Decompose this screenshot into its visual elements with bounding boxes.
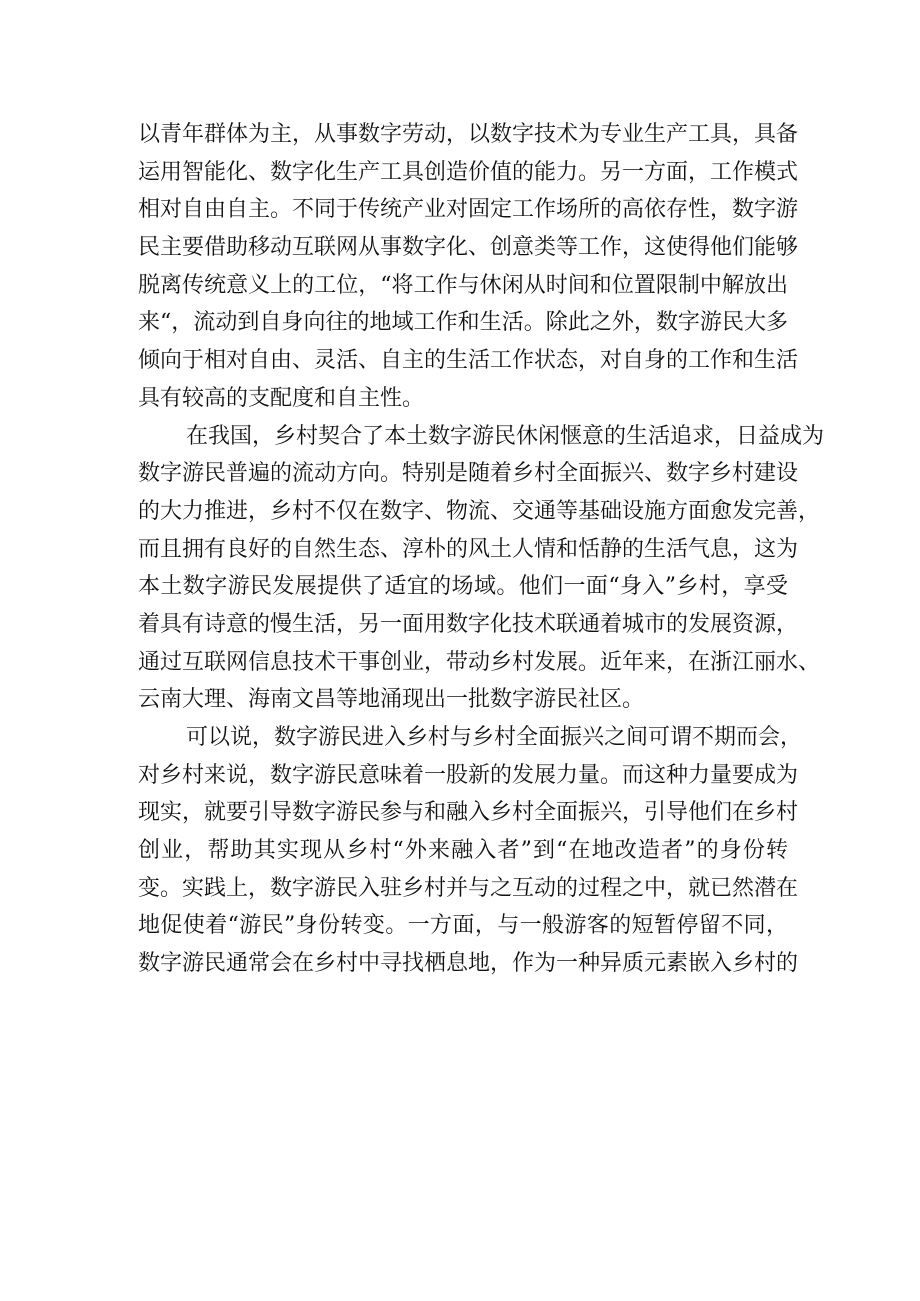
text-line: 来“，流动到自身向往的地域工作和生活。除此之外，数字游民大多 bbox=[138, 310, 788, 336]
text-line: 地促使着“游民”身份转变。一方面，与一般游客的短暂停留不同， bbox=[138, 913, 788, 939]
text-line: 云南大理、海南文昌等地涌现出一批数字游民社区。 bbox=[138, 687, 645, 713]
text-line: 数字游民普遍的流动方向。特别是随着乡村全面振兴、数字乡村建设 bbox=[138, 461, 799, 487]
text-line: 对乡村来说，数字游民意味着一股新的发展力量。而这种力量要成为 bbox=[138, 762, 799, 788]
text-line: 而且拥有良好的自然生态、淳朴的风土人情和恬静的生活气息，这为 bbox=[138, 536, 799, 562]
text-line: 民主要借助移动互联网从事数字化、创意类等工作，这使得他们能够 bbox=[138, 235, 799, 261]
text-line: 现实，就要引导数字游民参与和融入乡村全面振兴，引导他们在乡村 bbox=[138, 800, 799, 826]
paragraph-first-line: 可以说，数字游民进入乡村与乡村全面振兴之间可谓不期而会， bbox=[186, 725, 803, 750]
text-line: 创业，帮助其实现从乡村“外来融入者”到“在地改造者”的身份转 bbox=[138, 838, 788, 864]
text-line: 变。实践上，数字游民入驻乡村并与之互动的过程之中，就已然潜在 bbox=[138, 875, 799, 901]
text-line: 以青年群体为主，从事数字劳动，以数字技术为专业生产工具，具备 bbox=[138, 122, 799, 147]
text-line: 着具有诗意的慢生活，另一面用数字化技术联通着城市的发展资源， bbox=[138, 611, 799, 637]
text-line: 本土数字游民发展提供了适宜的场域。他们一面“身入”乡村，享受 bbox=[138, 574, 788, 600]
text-line: 倾向于相对自由、灵活、自主的生活工作状态，对自身的工作和生活 bbox=[138, 348, 799, 374]
body-text bbox=[138, 116, 825, 983]
text-line: 相对自由自主。不同于传统产业对固定工作场所的高依存性，数字游 bbox=[138, 197, 799, 223]
text-line: 通过互联网信息技术干事创业，带动乡村发展。近年来，在浙江丽水、 bbox=[138, 649, 821, 675]
text-line: 数字游民通常会在乡村中寻找栖息地，作为一种异质元素嵌入乡村的 bbox=[138, 951, 799, 977]
paragraph-first-line: 在我国，乡村契合了本土数字游民休闲惬意的生活追求，日益成为 bbox=[186, 423, 825, 449]
text-line: 的大力推进，乡村不仅在数字、物流、交通等基础设施方面愈发完善， bbox=[138, 498, 821, 524]
text-line: 具有较高的支配度和自主性。 bbox=[138, 385, 425, 411]
text-line: 脱离传统意义上的工位，“将工作与休闲从时间和位置限制中解放出 bbox=[138, 272, 788, 298]
text-line: 运用智能化、数字化生产工具创造价值的能力。另一方面，工作模式 bbox=[138, 159, 799, 185]
